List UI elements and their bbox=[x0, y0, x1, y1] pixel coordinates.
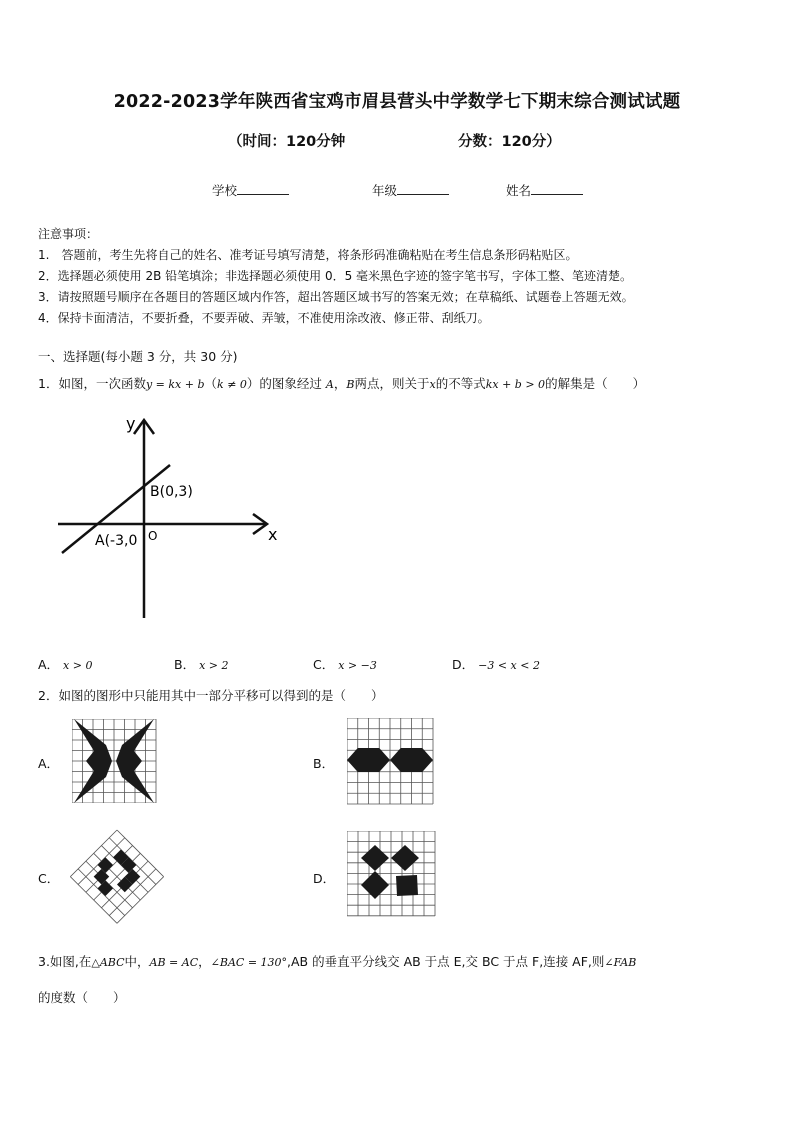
grid-lines bbox=[347, 831, 435, 916]
q1-variable: x bbox=[429, 378, 436, 391]
question-2: 2．如图的图形中只能用其中一部分平移可以得到的是（ ） bbox=[38, 688, 384, 703]
q1-condition: k ≠ 0 bbox=[217, 378, 247, 391]
q1-equation: y = kx + b bbox=[145, 378, 205, 391]
q3-angle: ∠BAC = 130° bbox=[210, 956, 288, 969]
q1-option-c[interactable] bbox=[313, 655, 377, 673]
grade-label: 年级 bbox=[372, 183, 398, 198]
time-label: （时间：120分钟 bbox=[228, 134, 346, 150]
q1-option-a[interactable] bbox=[38, 655, 92, 673]
note-item: 1. 答题前，考生先将自己的姓名、准考证号填写清楚，将条形码准确粘贴在考生信息条形码粘贴区。 bbox=[38, 248, 578, 262]
q1-text: 两点，则关于 bbox=[354, 376, 430, 391]
q3-text: 3.如图,在 bbox=[38, 954, 92, 969]
q1-text: ）的图象经过 bbox=[246, 376, 322, 391]
q1-text: ， bbox=[333, 376, 347, 391]
point-b-label: B(0,3) bbox=[150, 484, 193, 500]
q2-figure-d bbox=[347, 831, 437, 917]
shape-diamond-top-left bbox=[361, 845, 389, 871]
q1-option-d[interactable] bbox=[452, 655, 540, 673]
q3-triangle: △ABC bbox=[91, 956, 125, 969]
q1-text: 的不等式 bbox=[435, 376, 486, 391]
point-a-label: A(-3,0 bbox=[95, 533, 138, 549]
grade-field bbox=[372, 181, 449, 199]
school-blank[interactable] bbox=[237, 182, 289, 195]
q1-option-b[interactable] bbox=[174, 655, 228, 673]
q3-text: 中， bbox=[124, 954, 150, 969]
q1-point-a: A bbox=[325, 378, 334, 391]
option-label: A． bbox=[38, 657, 60, 672]
q3-text: ,AB 的垂直平分线交 AB 于点 E,交 BC 于点 F,连接 AF,则 bbox=[287, 954, 605, 969]
note-item: 2．选择题必须使用 2B 铅笔填涂；非选择题必须使用 0．5 毫米黑色字迹的签字笔书写，字体工整、笔迹清楚。 bbox=[38, 269, 633, 283]
q1-inequality: kx + b > 0 bbox=[485, 378, 546, 391]
q3-target-angle: ∠FAB bbox=[604, 956, 637, 969]
note-item: 4．保持卡面清洁，不要折叠，不要弄破、弄皱，不准使用涂改液、修正带、刮纸刀。 bbox=[38, 311, 490, 325]
option-label: D． bbox=[452, 657, 475, 672]
question-3 bbox=[38, 952, 636, 970]
exam-title: 2022-2023学年陕西省宝鸡市眉县营头中学数学七下期末综合测试试题 bbox=[113, 92, 681, 112]
option-label: C． bbox=[313, 657, 335, 672]
q1-text: 的解集是（ ） bbox=[545, 376, 646, 391]
y-axis-label: y bbox=[126, 414, 136, 433]
option-value: −3 < x < 2 bbox=[478, 659, 540, 672]
origin-label: O bbox=[148, 529, 158, 543]
option-value: x > 0 bbox=[63, 659, 93, 672]
question-3-line2: 的度数（ ） bbox=[38, 990, 126, 1005]
name-blank[interactable] bbox=[531, 182, 583, 195]
option-value: x > −3 bbox=[338, 659, 377, 672]
score-label: 分数：120分） bbox=[458, 134, 561, 150]
grid-lines bbox=[70, 830, 163, 923]
note-item: 3．请按照题号顺序在各题目的答题区域内作答，超出答题区域书写的答案无效；在草稿纸、试题卷上答题无效。 bbox=[38, 290, 634, 304]
shape-diamond-top-right bbox=[391, 845, 419, 871]
q2-option-d[interactable]: D． bbox=[313, 871, 336, 886]
q2-option-c[interactable]: C． bbox=[38, 871, 60, 886]
q2-figure-b bbox=[347, 718, 435, 806]
school-field bbox=[212, 181, 289, 199]
q3-equation: AB = AC bbox=[149, 956, 199, 969]
q1-text: （ bbox=[204, 376, 218, 391]
q1-text: 1．如图，一次函数 bbox=[38, 376, 146, 391]
option-value: x > 2 bbox=[199, 659, 229, 672]
option-label: B． bbox=[174, 657, 196, 672]
grade-blank[interactable] bbox=[397, 182, 449, 195]
q2-figure-a bbox=[72, 719, 158, 803]
x-axis-label: x bbox=[268, 525, 278, 544]
name-field bbox=[506, 181, 583, 199]
shape-square-bottom-right bbox=[396, 875, 418, 896]
school-label: 学校 bbox=[212, 183, 238, 198]
section-title: 一、选择题(每小题 3 分，共 30 分) bbox=[38, 349, 238, 364]
shape-right-hexagon bbox=[390, 748, 433, 772]
q2-option-a[interactable]: A． bbox=[38, 756, 60, 771]
notes-heading: 注意事项： bbox=[38, 227, 99, 241]
name-label: 姓名 bbox=[506, 183, 532, 198]
q2-figure-c bbox=[67, 828, 167, 924]
notes-block bbox=[38, 224, 634, 329]
q3-text: ， bbox=[198, 954, 211, 969]
q2-option-b[interactable]: B． bbox=[313, 756, 335, 771]
question-1 bbox=[38, 374, 645, 392]
q1-graph bbox=[50, 410, 290, 625]
q1-point-b: B bbox=[346, 378, 355, 391]
shape-left-hexagon bbox=[347, 748, 390, 772]
